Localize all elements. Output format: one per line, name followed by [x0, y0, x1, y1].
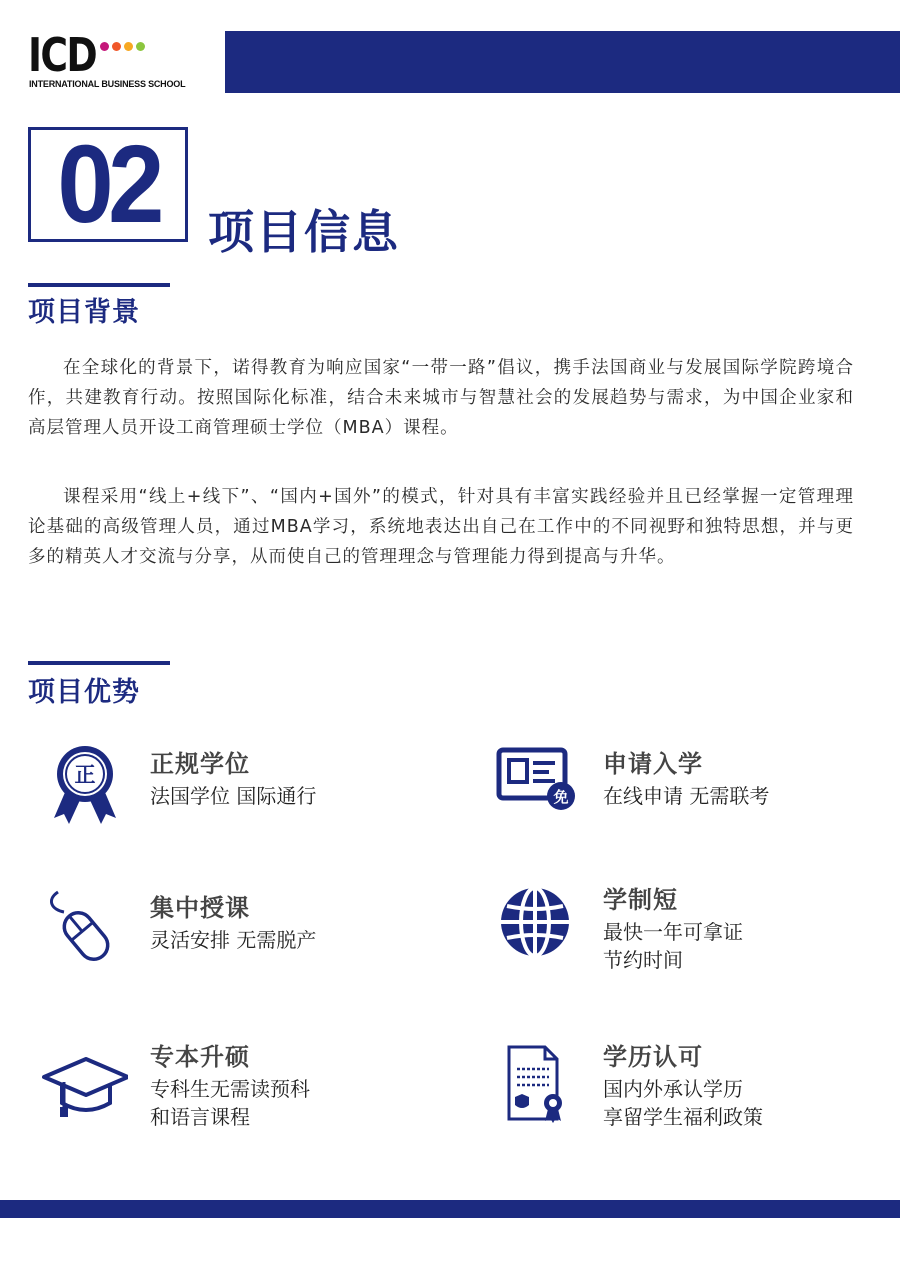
advantage-item [495, 1037, 875, 1137]
icd-logo [28, 28, 208, 92]
section-number: 02 [57, 122, 159, 246]
advantages-rule [28, 661, 170, 665]
advantage-title: 集中授课 [150, 894, 250, 922]
logo-dot [112, 42, 121, 51]
logo-dot [124, 42, 133, 51]
background-rule [28, 283, 170, 287]
advantage-desc [603, 1075, 763, 1131]
advantage-desc [603, 782, 769, 810]
advantage-desc-line: 节约时间 [603, 948, 683, 972]
advantage-item [495, 744, 875, 844]
advantage-desc-line: 国内外承认学历 [603, 1077, 743, 1101]
badge-char: 免 [553, 788, 569, 806]
advantage-desc-line: 最快一年可拿证 [603, 920, 743, 944]
logo-dot [136, 42, 145, 51]
advantage-title: 申请入学 [603, 750, 703, 778]
graduation-cap-icon [42, 1037, 128, 1123]
advantage-item [42, 888, 422, 988]
logo-mark: ICD [28, 28, 97, 82]
advantage-item [42, 1037, 422, 1137]
logo-dots [100, 42, 145, 51]
background-paragraph: 课程采用“线上+线下”、“国内+国外”的模式，针对具有丰富实践经验并且已经掌握一定管理理论基础的高级管理人员，通过MBA学习，系统地表达出自己在工作中的不同视野和独特思想，并与更多的精英人才交流与分享，从而使自己的管理理念与管理能力得到提高与升华。 [28, 487, 854, 567]
header-bar [225, 31, 900, 93]
advantage-desc-line: 法国学位 国际通行 [150, 784, 317, 808]
advantage-desc [150, 782, 316, 810]
section-number-box [28, 122, 188, 246]
advantage-desc [150, 926, 316, 954]
background-paragraph: 在全球化的背景下，诺得教育为响应国家“一带一路”倡议，携手法国商业与发展国际学院跨境合作，共建教育行动。按照国际化标准，结合未来城市与智慧社会的发展趋势与需求，为中国企业家和高层管理人员开设工商管理硕士学位（MBA）课程。 [28, 358, 854, 438]
advantage-title: 学制短 [603, 886, 678, 914]
advantage-desc-line: 和语言课程 [150, 1105, 250, 1129]
section-title: 项目信息 [208, 205, 400, 259]
badge-char: 正 [74, 763, 96, 787]
advantage-title: 正规学位 [150, 750, 250, 778]
certificate-icon [495, 1037, 581, 1123]
advantage-desc [603, 918, 743, 974]
advantage-title: 专本升硕 [150, 1043, 250, 1071]
advantage-item [495, 880, 875, 980]
background-title: 项目背景 [28, 297, 140, 328]
mouse-icon [42, 888, 128, 974]
advantage-title: 学历认可 [603, 1043, 703, 1071]
footer-bar [0, 1200, 900, 1218]
certified-badge-icon [42, 744, 128, 830]
advantage-desc [150, 1075, 310, 1131]
advantages-title: 项目优势 [28, 677, 140, 708]
advantage-desc-line: 在线申请 无需联考 [603, 784, 770, 808]
advantage-desc-line: 享留学生福利政策 [603, 1105, 763, 1129]
advantage-desc-line: 专科生无需读预科 [150, 1077, 310, 1101]
logo-subtitle: INTERNATIONAL BUSINESS SCHOOL [29, 79, 186, 89]
globe-icon [495, 880, 581, 966]
advantage-item [42, 744, 422, 844]
advantage-desc-line: 灵活安排 无需脱产 [150, 928, 317, 952]
id-card-icon [495, 744, 581, 830]
logo-dot [100, 42, 109, 51]
